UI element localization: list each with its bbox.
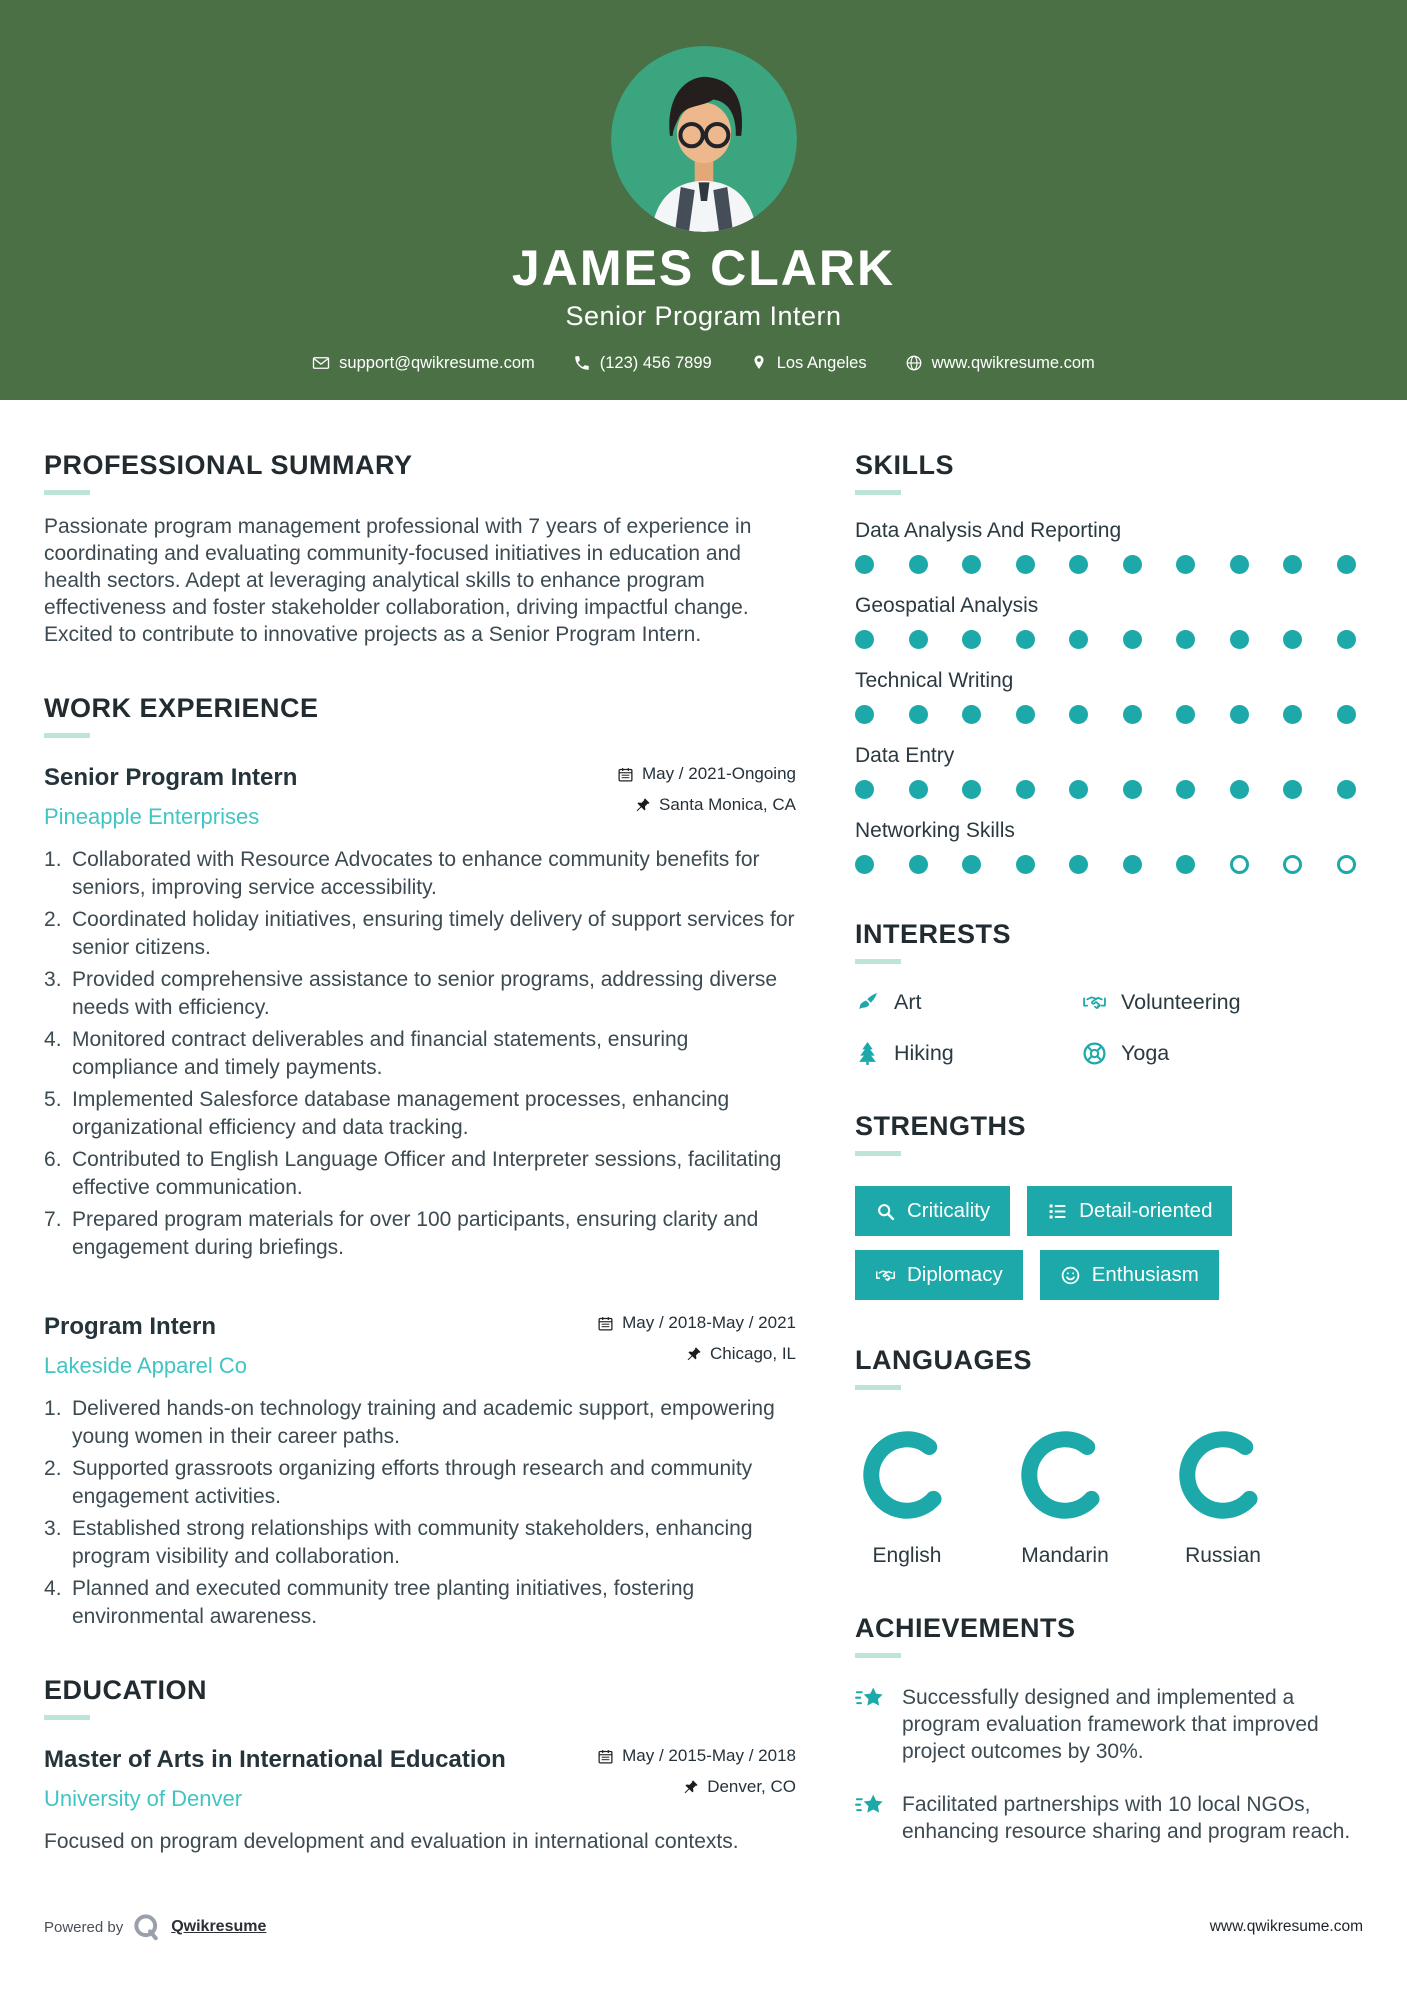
skill-dot [1069,780,1088,799]
mail-icon [312,354,330,372]
section-professional-summary [44,450,796,648]
job-header [44,1313,796,1379]
candidate-name: JAMES CLARK [511,240,896,296]
skill-level-dots [855,630,1363,649]
section-interests [855,919,1363,1066]
job-bullet: Established strong relationships with community stakeholders, enhancing program visibility and collaboration. [72,1517,753,1568]
education-header [44,1746,796,1812]
interest-item: Hiking [855,1041,1082,1066]
pushpin-icon [682,1779,699,1796]
contact-location[interactable]: Los Angeles [750,354,867,373]
achievement-item [855,1791,1363,1845]
job-header [44,764,796,830]
avatar [611,46,797,232]
skill-dot [1283,705,1302,724]
skill-dot [1283,630,1302,649]
job-location: Santa Monica, CA [617,795,796,815]
skill-level-dots [855,855,1363,874]
skill-dot [1069,630,1088,649]
section-languages [855,1345,1363,1568]
skill-dot [855,555,874,574]
heading-underline [855,959,901,964]
brand-link[interactable]: Qwikresume [171,1918,267,1935]
section-strengths [855,1111,1363,1300]
skill-dot [1337,780,1356,799]
languages-heading: LANGUAGES [855,1345,1033,1375]
section-achievements [855,1613,1363,1845]
strengths-badges [855,1186,1275,1300]
education-heading: EDUCATION [44,1675,207,1705]
job-bullet: Monitored contract deliverables and financial statements, ensuring compliance and timely payments. [72,1028,689,1079]
language-item [1013,1428,1171,1568]
skill-item [855,819,1363,874]
skill-dot [1123,855,1142,874]
skill-name: Networking Skills [855,819,1015,842]
education-description: Focused on program development and evaluation in international contexts. [44,1830,739,1853]
skill-dot [1069,555,1088,574]
heading-underline [855,1151,901,1156]
achievement-item [855,1684,1363,1765]
summary-text: Passionate program management professional with 7 years of experience in coordinating and evaluating community-focused initiatives in education and health sectors. Adept at leveraging analytical skills to enhance program effectiveness and foster stakeholder collaboration, driving impactful change. Excited to contribute to innovative projects as a Senior Program Intern. [44,515,752,646]
language-item [855,1428,1013,1568]
footer-website[interactable]: www.qwikresume.com [1209,1918,1363,1935]
job-company: Lakeside Apparel Co [44,1353,248,1378]
interests-grid [855,990,1363,1066]
degree-title: Master of Arts in International Education [44,1746,506,1773]
heading-underline [855,1385,901,1390]
skill-dot [962,630,981,649]
skill-dot [1123,630,1142,649]
interest-item: Art [855,990,1082,1015]
wheel-icon [1082,1041,1107,1066]
skill-dot [1016,855,1035,874]
skill-dot [1283,780,1302,799]
skill-dot [1123,780,1142,799]
education-dates: May / 2015-May / 2018 [597,1746,796,1766]
skill-dot [855,705,874,724]
job-bullet-list [44,846,796,1261]
avatar-photo [611,46,797,232]
job-bullet: Planned and executed community tree planting initiatives, fostering environmental awareness. [72,1577,695,1628]
skill-level-dots [855,780,1363,799]
language-level-donut [860,1428,954,1522]
powered-by: Powered by Qwikresume [44,1912,266,1942]
skill-dot [909,780,928,799]
pushpin-icon [634,797,651,814]
skill-dot [1230,555,1249,574]
job-location: Chicago, IL [597,1344,796,1364]
job-bullet: Prepared program materials for over 100 participants, ensuring clarity and engagement during briefings. [72,1208,759,1259]
job-company: Pineapple Enterprises [44,804,260,829]
skill-dot [1016,705,1035,724]
summary-heading: PROFESSIONAL SUMMARY [44,450,413,480]
achievement-text: Facilitated partnerships with 10 local NGOs, enhancing resource sharing and program reach. [902,1793,1351,1843]
heading-underline [44,1715,90,1720]
language-name: Russian [1185,1544,1261,1567]
skill-dot [1016,630,1035,649]
job-bullet: Coordinated holiday initiatives, ensuring timely delivery of support services for senior citizens. [72,908,795,959]
list-icon [1047,1201,1068,1222]
skill-dot [855,780,874,799]
smiley-icon [1060,1265,1081,1286]
skill-dot [1337,705,1356,724]
interests-heading: INTERESTS [855,919,1012,949]
language-level-donut [1176,1428,1270,1522]
job-bullet: Delivered hands-on technology training and academic support, empowering young women in their career paths. [72,1397,775,1448]
skill-dot [1176,705,1195,724]
skill-name: Data Analysis And Reporting [855,519,1122,542]
location-pin-icon [750,354,768,372]
heading-underline [44,733,90,738]
language-level-donut [1018,1428,1112,1522]
shooting-star-icon [855,1685,889,1714]
heading-underline [44,490,90,495]
work-heading: WORK EXPERIENCE [44,693,319,723]
job-meta [617,764,796,826]
job-entry [44,1313,796,1630]
languages-row [855,1428,1363,1568]
skill-dot [962,555,981,574]
strength-badge-criticality: Criticality [855,1186,1010,1236]
shooting-star-icon [855,1792,889,1821]
contact-website[interactable]: www.qwikresume.com [905,354,1095,373]
skill-dot [1176,630,1195,649]
phone-icon [573,354,591,372]
skill-dot [1069,855,1088,874]
header [0,0,1407,400]
heading-underline [855,490,901,495]
skill-item [855,669,1363,724]
skill-dot [1230,780,1249,799]
skill-item [855,519,1363,574]
strength-badge-enthusiasm: Enthusiasm [1040,1250,1219,1300]
skill-dot [1283,555,1302,574]
footer [44,1912,1363,1942]
section-education [44,1675,796,1855]
skill-item [855,744,1363,799]
job-bullet: Collaborated with Resource Advocates to enhance community benefits for seniors, improving service accessibility. [72,848,760,899]
skill-dot [962,705,981,724]
contact-email[interactable]: support@qwikresume.com [312,354,535,373]
skill-dot [1230,705,1249,724]
language-item [1171,1428,1329,1568]
section-skills [855,450,1363,874]
achievement-text: Successfully designed and implemented a program evaluation framework that improved project outcomes by 30%. [902,1686,1319,1763]
skill-dot [1337,630,1356,649]
contact-row [0,354,1407,373]
strengths-heading: STRENGTHS [855,1111,1027,1141]
magnifier-icon [875,1201,896,1222]
globe-icon [905,354,923,372]
skills-heading: SKILLS [855,450,955,480]
skill-dot [1016,555,1035,574]
skill-dot [909,855,928,874]
section-work-experience [44,693,796,1630]
qwikresume-logo [132,1912,162,1942]
interest-item: Volunteering [1082,990,1363,1015]
heading-underline [855,1653,901,1658]
skill-dot [1337,855,1356,874]
skill-name: Technical Writing [855,669,1014,692]
education-meta [597,1746,796,1808]
job-entry [44,764,796,1261]
calendar-icon [617,766,634,783]
skill-dot [1337,555,1356,574]
pine-tree-icon [855,1041,880,1066]
strength-badge-diplomacy: Diplomacy [855,1250,1023,1300]
strength-badge-detail-oriented: Detail-oriented [1027,1186,1232,1236]
interest-item: Yoga [1082,1041,1363,1066]
content-columns [0,400,1407,1855]
skill-name: Geospatial Analysis [855,594,1039,617]
handshake-icon [1082,990,1107,1015]
achievements-heading: ACHIEVEMENTS [855,1613,1076,1643]
skill-item [855,594,1363,649]
skill-name: Data Entry [855,744,955,767]
skill-dot [1176,555,1195,574]
right-column [855,450,1363,1845]
language-name: Mandarin [1021,1544,1109,1567]
skill-dot [962,855,981,874]
education-entry [44,1746,796,1855]
job-bullet: Contributed to English Language Officer and Interpreter sessions, facilitating effective communication. [72,1148,782,1199]
skill-dot [1069,705,1088,724]
left-column [44,450,796,1855]
contact-phone[interactable]: (123) 456 7899 [573,354,712,373]
calendar-icon [597,1315,614,1332]
job-bullet: Provided comprehensive assistance to senior programs, addressing diverse needs with efficiency. [72,968,778,1019]
skill-dot [1230,855,1249,874]
job-bullet: Supported grassroots organizing efforts through research and community engagement activities. [72,1457,753,1508]
language-name: English [872,1544,942,1567]
pushpin-icon [685,1346,702,1363]
school-name: University of Denver [44,1786,243,1811]
handshake-icon [875,1265,896,1286]
skill-dot [1176,855,1195,874]
skill-dot [962,780,981,799]
skill-dot [1283,855,1302,874]
job-dates: May / 2021-Ongoing [617,764,796,784]
skill-dot [1176,780,1195,799]
job-bullet-list [44,1395,796,1630]
calendar-icon [597,1748,614,1765]
job-title: Program Intern [44,1313,217,1340]
job-title: Senior Program Intern [44,764,298,791]
skill-dot [909,630,928,649]
candidate-title: Senior Program Intern [565,300,842,331]
job-meta [597,1313,796,1375]
skill-level-dots [855,705,1363,724]
job-dates: May / 2018-May / 2021 [597,1313,796,1333]
skill-dot [855,855,874,874]
paintbrush-icon [855,990,880,1015]
skill-level-dots [855,555,1363,574]
skill-dot [909,555,928,574]
job-bullet: Implemented Salesforce database management processes, enhancing organizational efficiency and data tracking. [72,1088,730,1139]
skill-dot [1123,705,1142,724]
skill-dot [1123,555,1142,574]
skill-dot [1230,630,1249,649]
education-location: Denver, CO [597,1777,796,1797]
skill-dot [855,630,874,649]
skill-dot [1016,780,1035,799]
skill-dot [909,705,928,724]
